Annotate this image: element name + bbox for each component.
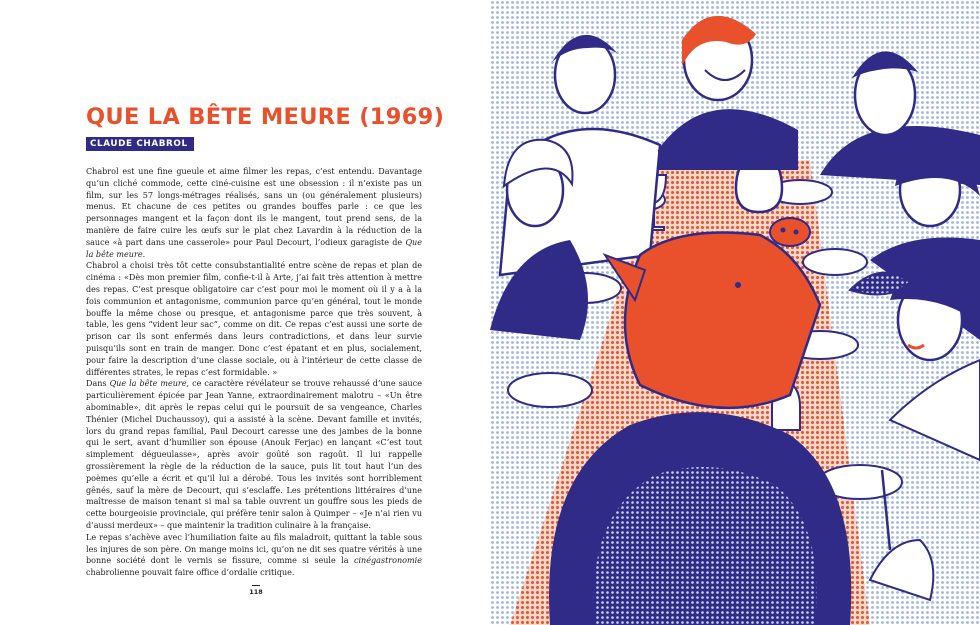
paragraph-text: Chabrol a choisi très tôt cette consubstantialité entre scène de repas et plan de cinéma : «Dès mon premier film, confie-t-il à Arte, j’ai fait très attention à mettre des repas. C’est presque obligatoire car c’est pour moi le moment où il y a à la fois communion et antagonisme, communion parce qu’en général, tout le monde bouffe la même chose ou presque, et antagonisme parce que très souvent, à table, les gens “vident leur sac”, comme on dit. Ce repas c’est aussi une sorte de prison car ils sont enfermés dans leurs contradictions, et dans leur survie puisqu’ils sont en train de manger. Donc c’est épatant et en plus, socialement, pour faire la description d’une classe sociale, ou à l’intérieur de cette classe de différentes strates, le repas c’est formidable. »	[86, 261, 422, 377]
page-number-text: 118	[249, 588, 263, 596]
page-number	[246, 585, 266, 596]
director-label: CLAUDE CHABROL	[86, 137, 194, 151]
article-paragraph	[86, 378, 422, 531]
paragraph-text: Dans	[86, 379, 110, 389]
paragraph-text: chabrolienne pouvait faire office d’ordalie critique.	[86, 568, 295, 578]
folio-rule	[252, 585, 260, 586]
italic-title-text: Que la bête meure	[86, 237, 422, 259]
paragraph-text: , ce caractère révélateur se trouve rehaussé d’une sauce particulièrement épicée par Jean Yanne, extraordinairement malotru – «Un être abominable», dit après le repas celui qui le poursuit de sa vengeance, Charles Thénier (Michel Duchaussoy), qui a assisté à la scène. Devant famille et invités, lors du grand repas familial, Paul Decourt caresse une des jambes de la bonne qui le sert, avant d’humilier son épouse (Anouk Ferjac) en lançant «C’est tout simplement dégueulasse», après avoir goûté son ragoût. Il lui rappelle grossièrement la règle de la réduction de la sauce, puis lit tout haut l’un des poèmes qu’elle a écrit et qu’il lui a dérobé. Tous les invités sont horriblement gênés, sauf la mère de Decourt, qui s’esclaffe. Les prétentions littéraires d’une maîtresse de maison tenant si mal sa table ouvrent un gouffre sous les pieds de cette bourgeoisie provinciale, qui préfère tenir salon à Quimper – «Je n’ai rien vu d’aussi merdeux» – que maintenir la tradition culinaire à la française.	[86, 379, 422, 530]
article-paragraph	[86, 260, 422, 378]
article-paragraph	[86, 532, 422, 579]
paragraph-text: .	[142, 249, 146, 259]
italic-title-text: cinégastronomie	[353, 556, 422, 566]
paragraph-text: Chabrol est une fine gueule et aime filmer les repas, c’est entendu. Davantage qu’un cliché commode, cette ciné-cuisine est une obsession : il n’existe pas un film, sur les 57 longs-métrages réalisés, sans un (ou généralement plusieurs) menus. Et chacune de ces petites ou grandes bouffes parle : ce que les personnages mangent et la façon dont ils le mangent, tout prend sens, de la manière de faire cuire les œufs sur le plat chez Lavardin à la réduction de la sauce «à part dans une casserole» pour Paul Decourt, l’odieux garagiste de	[86, 167, 422, 247]
article-title: QUE LA BÊTE MEURE (1969)	[86, 104, 445, 130]
article-paragraph	[86, 166, 422, 260]
article-body	[86, 166, 422, 579]
illustration	[490, 0, 980, 625]
dinner-scene-illustration	[490, 0, 980, 625]
italic-title-text: Que la bête meure	[109, 379, 187, 389]
paragraph-text: Le repas s’achève avec l’humiliation faite au fils maladroit, quittant la table sous les injures de son père. On mange moins ici, qu’on ne dit ses quatre vérités à une bonne société dont le vernis se fissure, comme si seule la	[86, 532, 422, 566]
